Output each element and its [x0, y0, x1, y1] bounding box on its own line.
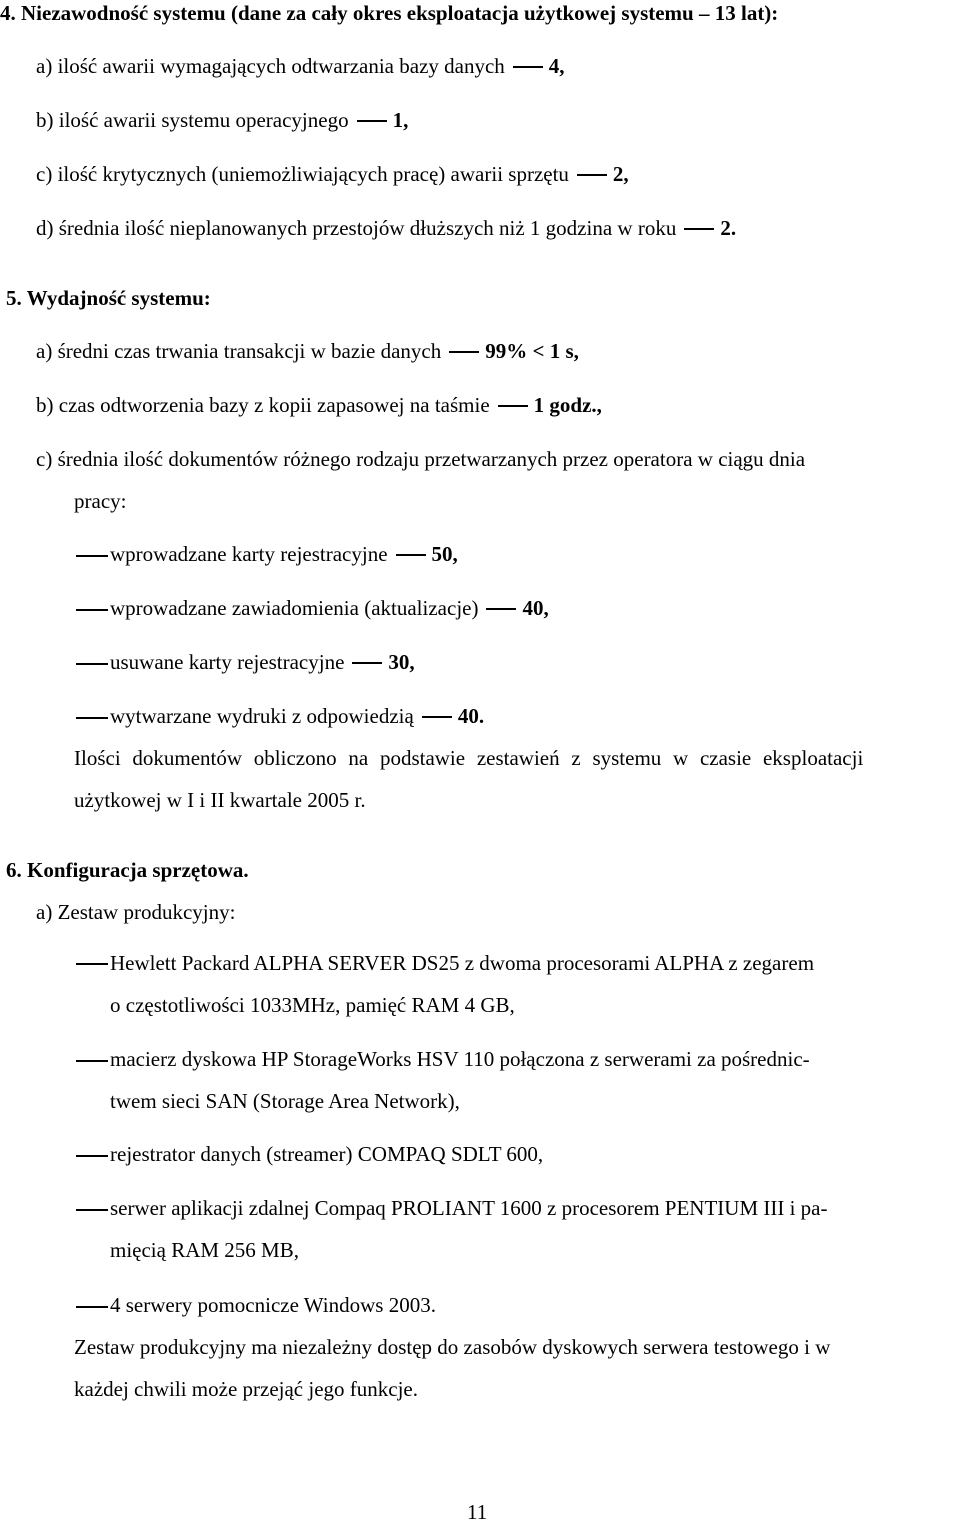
s6-item-a: a) Zestaw produkcyjny:	[36, 900, 236, 924]
s6-note-line1: Zestaw produkcyjny ma niezależny dostęp do zasobów dyskowych serwera testowego i w	[74, 1335, 831, 1359]
section-6-heading: 6. Konfiguracja sprzętowa.	[6, 858, 249, 882]
list-dash	[76, 963, 108, 965]
dash	[352, 662, 382, 664]
dash	[498, 405, 528, 407]
s5-item-c-line1: c) średnia ilość dokumentów różnego rodzaju przetwarzanych przez operatora w ciągu dnia	[36, 447, 806, 471]
s6-item-2-line2: twem sieci SAN (Storage Area Network),	[110, 1089, 460, 1113]
section-4-heading: 4. Niezawodność systemu (dane za cały okres eksploatacja użytkowej systemu – 13 lat):	[0, 1, 779, 25]
dash	[357, 120, 387, 122]
list-dash	[76, 1155, 108, 1157]
list-dash	[76, 1060, 108, 1062]
s6-item-4-line1: serwer aplikacji zdalnej Compaq PROLIANT 1600 z procesorem PENTIUM III i pa-	[110, 1196, 828, 1220]
s5-item-b: b) czas odtworzenia bazy z kopii zapasowej na taśmie 1 godz.,	[36, 393, 602, 417]
dash	[396, 554, 426, 556]
list-dash	[76, 1306, 108, 1308]
s5-item-c-line2: pracy:	[74, 489, 127, 513]
s6-item-3: rejestrator danych (streamer) COMPAQ SDLT 600,	[110, 1142, 544, 1166]
page-number: 11	[467, 1500, 488, 1524]
dash	[577, 174, 607, 176]
dash	[449, 351, 479, 353]
list-dash	[76, 663, 108, 665]
dash	[422, 716, 452, 718]
s4-item-a: a) ilość awarii wymagających odtwarzania bazy danych 4,	[36, 54, 565, 78]
s5-note-line2: użytkowej w I i II kwartale 2005 r.	[74, 788, 366, 812]
section-5-heading: 5. Wydajność systemu:	[6, 286, 211, 310]
s4-item-c: c) ilość krytycznych (uniemożliwiających pracę) awarii sprzętu 2,	[36, 162, 629, 186]
list-dash	[76, 555, 108, 557]
s5-item-a: a) średni czas trwania transakcji w bazie danych 99% < 1 s,	[36, 339, 579, 363]
s5-subitem-2: wprowadzane zawiadomienia (aktualizacje) 40,	[110, 596, 549, 620]
list-dash	[76, 609, 108, 611]
s6-item-2-line1: macierz dyskowa HP StorageWorks HSV 110 połączona z serwerami za pośrednic-	[110, 1047, 810, 1071]
list-dash	[76, 717, 108, 719]
dash	[513, 66, 543, 68]
s6-item-1-line2: o częstotliwości 1033MHz, pamięć RAM 4 GB,	[110, 993, 515, 1017]
s5-subitem-1: wprowadzane karty rejestracyjne 50,	[110, 542, 458, 566]
s4-item-d: d) średnia ilość nieplanowanych przestojów dłuższych niż 1 godzina w roku 2.	[36, 216, 737, 240]
s5-note-line1: Ilości dokumentów obliczono na podstawie zestawień z systemu w czasie eksploatacji	[74, 746, 864, 770]
s6-item-4-line2: mięcią RAM 256 MB,	[110, 1238, 299, 1262]
dash	[486, 608, 516, 610]
s5-subitem-4: wytwarzane wydruki z odpowiedzią 40.	[110, 704, 485, 728]
s6-note-line2: każdej chwili może przejąć jego funkcje.	[74, 1377, 418, 1401]
s6-item-5: 4 serwery pomocnicze Windows 2003.	[110, 1293, 436, 1317]
s5-subitem-3: usuwane karty rejestracyjne 30,	[110, 650, 415, 674]
s6-item-1-line1: Hewlett Packard ALPHA SERVER DS25 z dwoma procesorami ALPHA z zegarem	[110, 951, 815, 975]
s4-item-b: b) ilość awarii systemu operacyjnego 1,	[36, 108, 409, 132]
list-dash	[76, 1209, 108, 1211]
dash	[684, 228, 714, 230]
